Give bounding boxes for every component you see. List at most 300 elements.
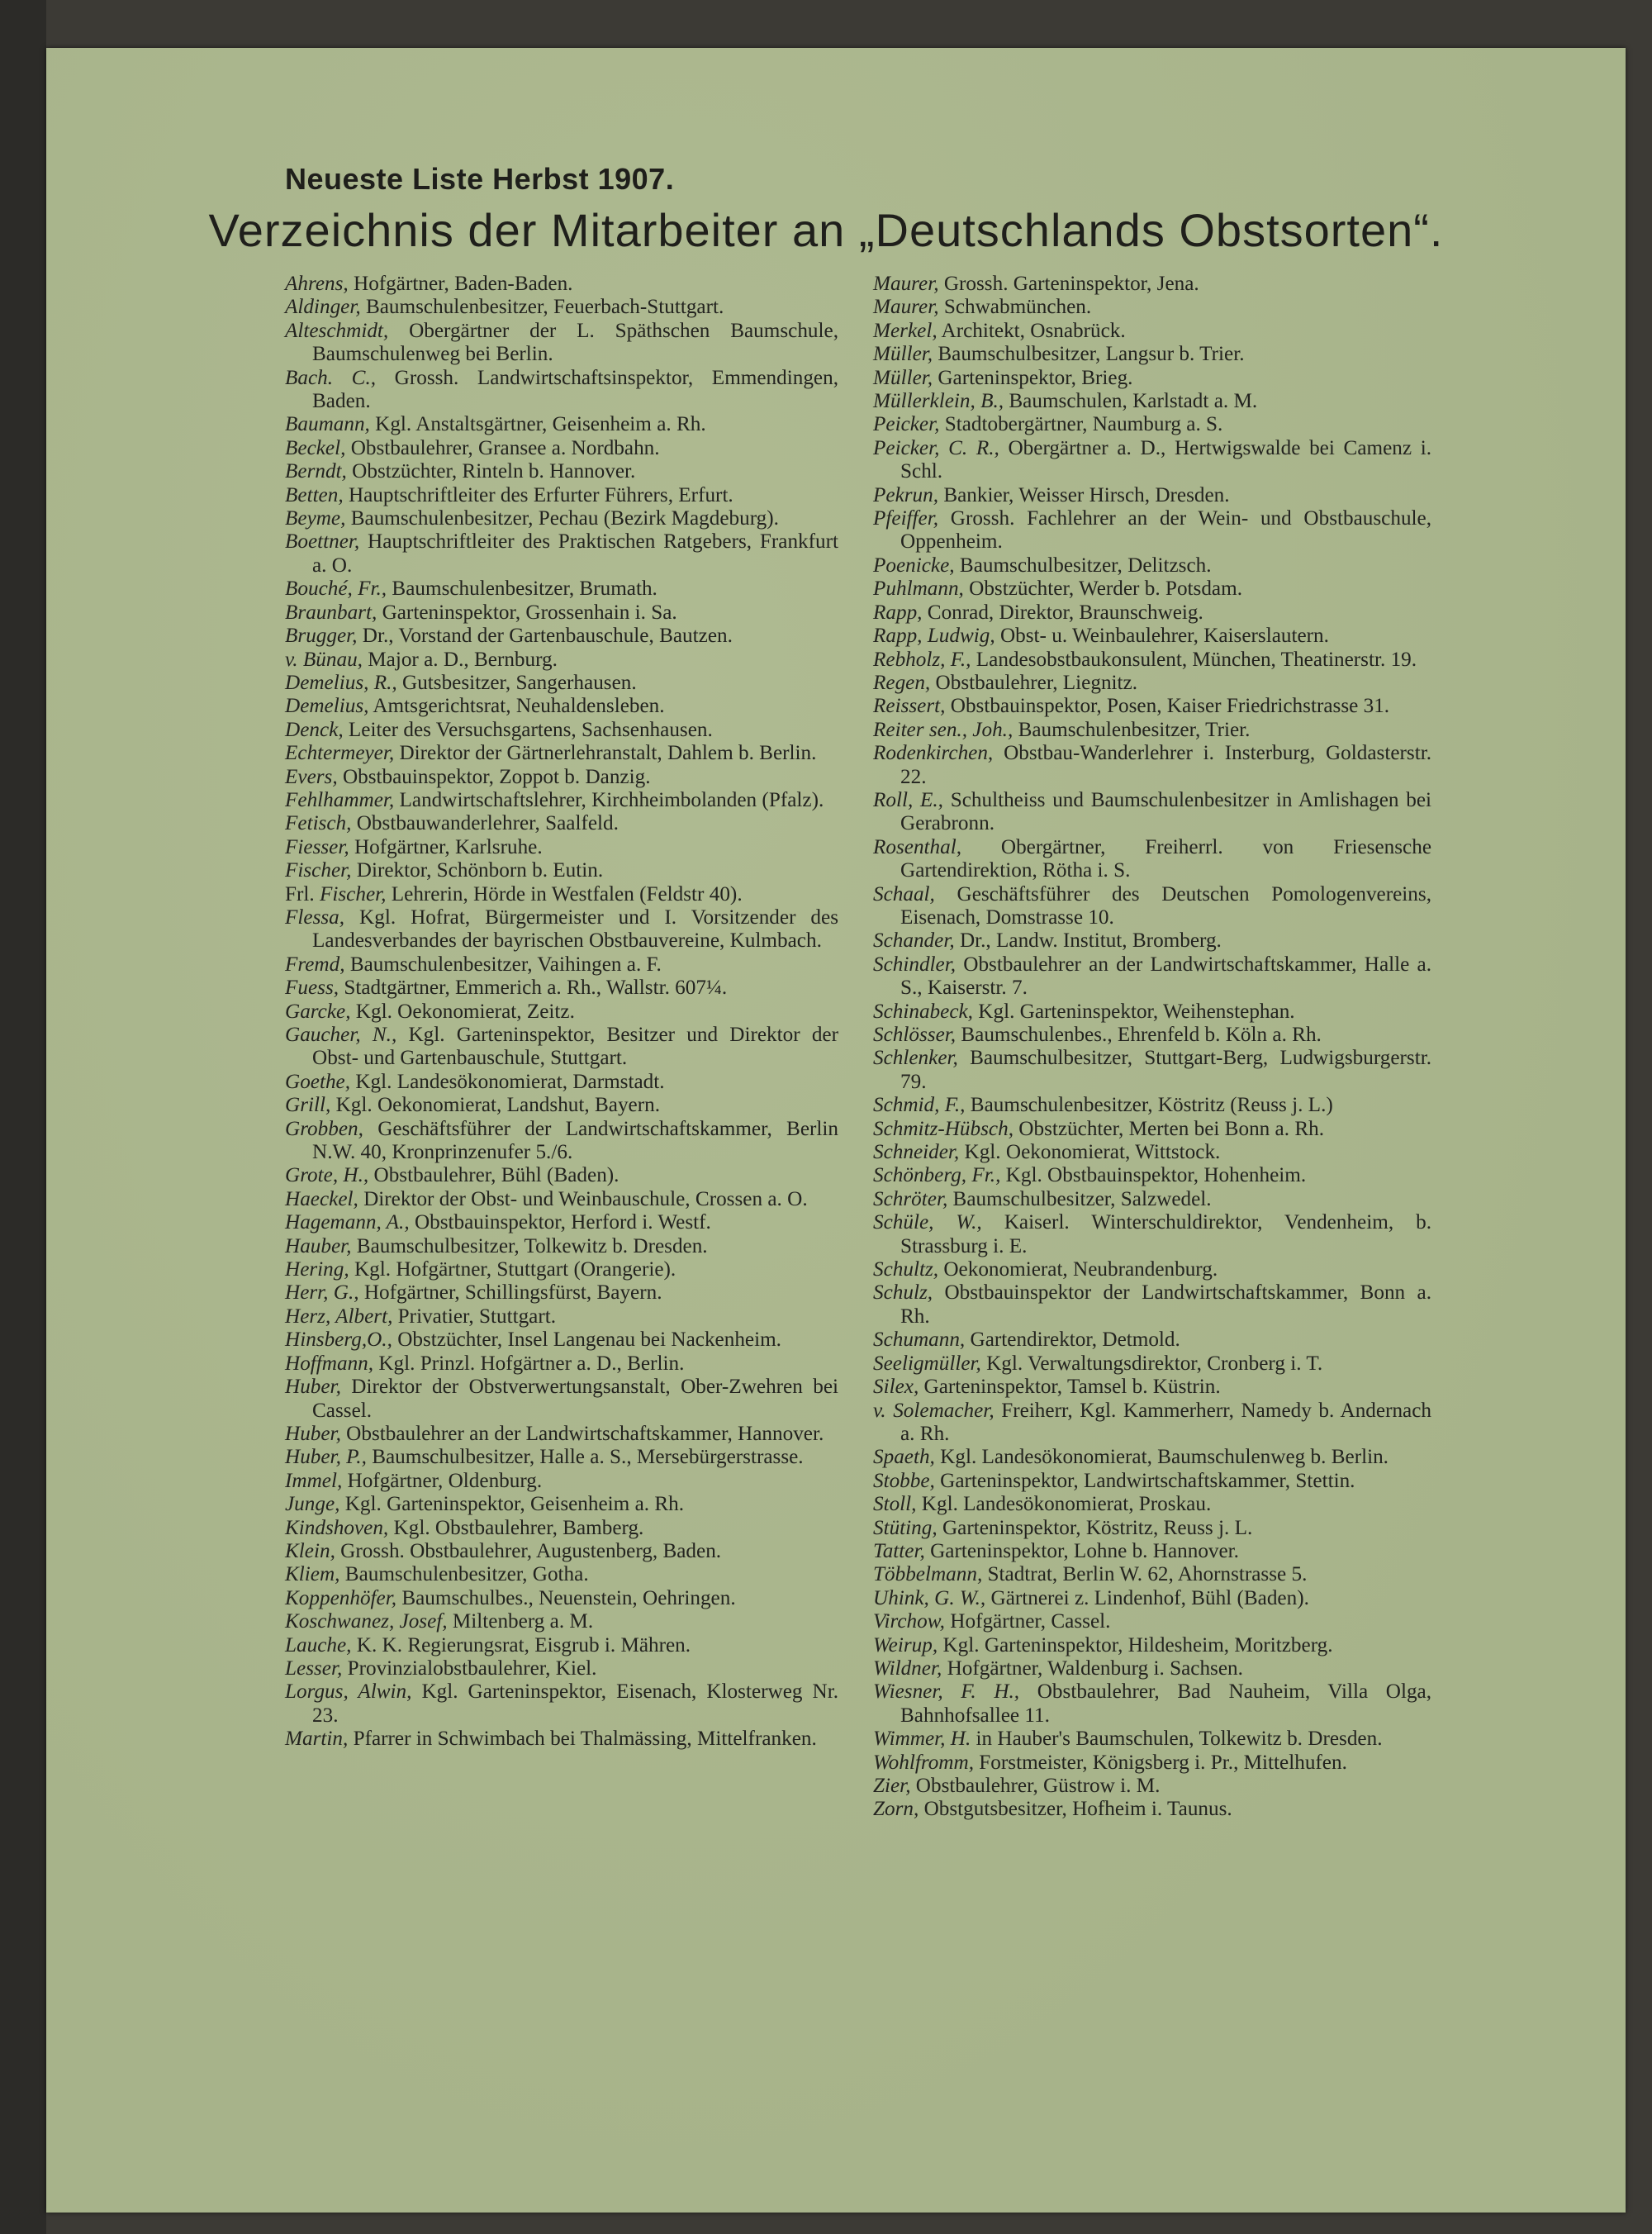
contributor-entry [285,1352,838,1376]
contributor-name: Reissert, [873,695,946,718]
contributor-details: Kgl. Garteninspektor, Hildesheim, Moritzberg. [942,1633,1333,1656]
contributor-entry [873,1493,1431,1516]
contributor-details: Conrad, Direktor, Braunschweig. [927,601,1203,624]
contributor-name: Herz, Albert, [285,1305,393,1328]
binding-edge [0,0,46,2234]
contributor-entry [873,672,1431,695]
contributor-name: Stobbe, [873,1469,935,1492]
contributor-name: Braunbart, [285,601,377,624]
contributor-entry [285,625,838,648]
contributor-details: Garteninspektor, Lohne b. Hannover. [930,1539,1239,1562]
contributor-details: Grossh. Obstbaulehrer, Augustenberg, Baden. [340,1539,722,1562]
contributor-entry [285,1329,838,1352]
contributor-details: Obergärtner der L. Späthschen Baumschule, Baumschulenweg bei Berlin. [312,319,838,366]
contributor-entry [873,883,1431,930]
contributor-name: Schumann, [873,1329,966,1352]
contributor-name: Garcke, [285,1000,351,1023]
contributor-entry [285,906,838,953]
contributor-entry [873,1680,1431,1728]
contributor-entry [285,859,838,882]
contributor-entry [873,929,1431,953]
contributor-details: Landwirtschaftslehrer, Kirchheimbolanden (Pfalz). [399,788,824,811]
contributor-entry [873,1752,1431,1775]
contributor-entry [285,1164,838,1187]
contributor-name: Rapp, Ludwig, [873,625,995,648]
contributor-details: Kgl. Hofgärtner, Stuttgart (Orangerie). [354,1258,676,1281]
contributor-entry [285,1071,838,1094]
contributor-entry [285,953,838,977]
contributor-name: Ahrens, [285,273,349,295]
contributor-name: Seeligmüller, [873,1352,981,1375]
contributor-name: Maurer, [873,296,939,319]
contributor-details: Obstzüchter, Insel Langenau bei Nackenheim. [397,1329,781,1352]
contributor-name: Schultz, [873,1258,939,1281]
contributor-name: Brugger, [285,625,358,648]
contributor-name: Alteschmidt, [285,319,389,342]
contributor-entry [873,578,1431,601]
contributor-details: Kgl. Prinzl. Hofgärtner a. D., Berlin. [378,1352,685,1375]
contributor-name: Peicker, [873,413,940,436]
contributor-entry [873,1329,1431,1352]
contributor-entry [285,836,838,859]
contributor-entry [285,413,838,436]
contributor-entry [873,1141,1431,1164]
contributor-name: Haeckel, [285,1187,358,1210]
contributor-entry [285,1188,838,1211]
contributor-name: Müllerklein, B., [873,390,1004,413]
contributor-details: Direktor, Schönborn b. Eutin. [356,859,604,882]
contributor-details: Landesobstbaukonsulent, München, Theatinerstr. 19. [976,648,1417,671]
contributor-name: Weirup, [873,1633,938,1656]
contributor-entry [285,1094,838,1117]
contributor-entry [285,1728,838,1751]
contributor-entry [873,1001,1431,1024]
contributor-name: Peicker, C. R., [873,436,999,459]
contributor-entry [285,578,838,601]
contributor-entry [873,1118,1431,1141]
contributor-name: Zorn, [873,1798,919,1821]
contributor-details: Baumschulbes., Neuenstein, Oehringen. [401,1586,736,1609]
contributor-name: Schaal, [873,882,935,905]
contributor-entry [873,273,1431,296]
contributor-name: Rosenthal, [873,835,962,858]
contributor-details: Obergärtner, Freiherrl. von Friesensche Gartendirektion, Rötha i. S. [900,835,1432,882]
contributor-entry [873,413,1431,436]
contributor-entry [285,695,838,718]
contributor-entry [285,320,838,367]
contributor-details: Forstmeister, Königsberg i. Pr., Mittelhufen. [979,1751,1347,1774]
contributor-entry [873,953,1431,1001]
contributor-name: Grote, H., [285,1164,369,1187]
contributor-name: Beyme, [285,507,346,530]
contributor-details: Grossh. Garteninspektor, Jena. [943,273,1199,295]
contributor-details: Baumschulenbesitzer, Brumath. [392,578,657,601]
contributor-name: Hagemann, A., [285,1211,410,1234]
contributor-entry [873,1281,1431,1329]
contributor-name: Wiesner, F. H., [873,1680,1020,1704]
contributor-entry [873,296,1431,319]
contributor-entry [285,1563,838,1586]
contributor-entry [285,1281,838,1305]
page-title: Verzeichnis der Mitarbeiter an „Deutschlands Obstsorten“. [208,204,1444,256]
contributor-details: Kgl. Garteninspektor, Weihenstephan. [978,1000,1295,1023]
contributor-details: Freiherr, Kgl. Kammerherr, Namedy b. Andernach a. Rh. [900,1399,1432,1445]
contributor-details: Hofgärtner, Oldenburg. [347,1469,543,1492]
contributor-details: Kgl. Oekonomierat, Landshut, Bayern. [335,1094,661,1117]
contributor-entry [873,484,1431,507]
contributor-name: Schinabeck, [873,1000,973,1023]
contributor-details: Direktor der Obst- und Weinbauschule, Crossen a. O. [363,1187,808,1210]
contributor-name: Schröter, [873,1187,948,1210]
contributor-details: Kgl. Hofrat, Bürgermeister und I. Vorsitzender des Landesverbandes der bayrischen Obstbauvereine, Kulmbach. [312,905,838,953]
contributor-entry [873,1047,1431,1094]
contributor-name: Huber, P., [285,1446,367,1469]
contributor-entry [285,1024,838,1071]
contributor-name: Fehlhammer, [285,788,395,811]
contributor-details: Obstbaulehrer an der Landwirtschaftskammer, Hannover. [346,1422,824,1445]
contributor-details: Hofgärtner, Schillingsfürst, Bayern. [363,1281,662,1305]
contributor-entry [285,672,838,695]
contributor-details: Hofgärtner, Cassel. [950,1610,1111,1633]
contributor-details: Baumschulbesitzer, Delitzsch. [959,554,1212,577]
contributor-details: Kgl. Verwaltungsdirektor, Cronberg i. T. [986,1352,1323,1375]
contributor-details: Kgl. Landesökonomierat, Proskau. [921,1493,1212,1516]
contributor-name: Lauche, [285,1633,352,1656]
contributor-entry [873,742,1431,789]
contributor-entry [285,1587,838,1610]
contributor-name: Puhlmann, [873,578,964,601]
contributor-name: Klein, [285,1539,335,1562]
contributor-name: Lorgus, Alwin, [285,1680,412,1704]
contributor-details: Garteninspektor, Tamsel b. Küstrin. [923,1376,1221,1399]
contributor-entry [873,1024,1431,1047]
contributor-entry [873,1188,1431,1211]
contributor-name: Fischer, [320,882,387,905]
contributor-name: Schlenker, [873,1047,958,1070]
contributor-entry [285,507,838,530]
contributor-entry [873,719,1431,742]
contributor-name: Wohlfromm, [873,1751,974,1774]
contributor-name: Wimmer, H. [873,1728,971,1751]
contributor-name: Flessa, [285,905,345,929]
contributor-entry [285,601,838,625]
contributor-entry [285,460,838,483]
contributor-name: Regen, [873,671,931,694]
contributor-entry [285,1001,838,1024]
contributor-name: Huber, [285,1376,341,1399]
contributor-name: Schander, [873,929,955,953]
contributor-details: Baumschulenbesitzer, Köstritz (Reuss j. L.) [970,1094,1333,1117]
contributor-details: Obstbauinspektor, Posen, Kaiser Friedrichstrasse 31. [950,695,1390,718]
contributor-name: Fremd, [285,953,345,976]
contributor-entry [873,1775,1431,1798]
contributor-entry [285,1680,838,1728]
contributor-details: Obstzüchter, Merten bei Bonn a. Rh. [1018,1117,1325,1140]
contributor-name: Immel, [285,1469,343,1492]
contributor-details: Amtsgerichtsrat, Neuhaldensleben. [373,695,665,718]
contributor-details: Obstzüchter, Rinteln b. Hannover. [352,460,636,483]
page-header: Neueste Liste Herbst 1907. [285,162,675,196]
contributor-entry [285,883,838,906]
contributor-name: Schmitz-Hübsch, [873,1117,1014,1140]
contributor-details: Kgl. Oekonomierat, Wittstock. [964,1141,1221,1164]
contributor-details: Kaiserl. Winterschuldirektor, Vendenheim, b. Strassburg i. E. [900,1211,1431,1257]
contributor-entry [285,649,838,672]
contributor-name: Schönberg, Fr., [873,1164,1001,1187]
contributor-details: Kgl. Obstbaulehrer, Bamberg. [393,1516,644,1539]
contributor-details: Obstgutsbesitzer, Hofheim i. Taunus. [923,1798,1232,1821]
contributor-name: Merkel, [873,319,938,342]
contributor-details: Garteninspektor, Brieg. [938,366,1133,389]
contributor-details: Baumschulbesitzer, Halle a. S., Mersebürgerstrasse. [372,1446,804,1469]
contributor-name: Hoffmann, [285,1352,374,1375]
contributor-name: Beckel, [285,436,346,459]
contributor-name: Schmid, F., [873,1094,966,1117]
contributor-name: v. Bünau, [285,648,363,671]
contributor-entry [285,1258,838,1281]
contributor-entry [873,649,1431,672]
contributor-name: Hinsberg,O., [285,1329,392,1352]
contributor-details: Baumschulen, Karlstadt a. M. [1009,390,1258,413]
contributor-name: Demelius, [285,695,369,718]
contributor-entry [285,1470,838,1493]
contributor-entry [285,1634,838,1657]
contributor-details: Miltenberg a. M. [452,1610,594,1633]
contributor-name: Müller, [873,343,933,366]
contributor-details: Provinzialobstbaulehrer, Kiel. [347,1656,597,1680]
contributor-name: Spaeth, [873,1446,935,1469]
contributor-entry [873,1376,1431,1399]
contributor-details: Kgl. Landesökonomierat, Baumschulenweg b. Berlin. [940,1446,1389,1469]
contributor-details: Obstbauinspektor, Zoppot b. Danzig. [342,765,651,788]
contributor-name: Baumann, [285,413,370,436]
contributor-details: Gartendirektor, Detmold. [970,1329,1180,1352]
contributor-details: Baumschulenbesitzer, Vaihingen a. F. [349,953,662,976]
contributor-details: Pfarrer in Schwimbach bei Thalmässing, Mittelfranken. [353,1728,817,1751]
contributor-name: Maurer, [873,273,939,295]
contributor-entry [873,390,1431,413]
entry-prefix: Frl. [285,882,315,905]
contributor-name: Koppenhöfer, [285,1586,397,1609]
contributor-details: Obergärtner a. D., Hertwigswalde bei Camenz i. Schl. [900,436,1432,483]
contributor-name: Zier, [873,1775,911,1797]
contributor-name: Pfeiffer, [873,507,939,530]
contributor-entry [873,1446,1431,1469]
contributor-name: Wildner, [873,1656,942,1680]
contributor-entry [285,1423,838,1446]
contributor-name: Fischer, [285,859,352,882]
contributor-details: Gärtnerei z. Lindenhof, Bühl (Baden). [990,1586,1309,1609]
contributor-name: Fiesser, [285,835,349,858]
contributor-name: Schüle, W., [873,1211,982,1234]
contributor-details: Obstbauwanderlehrer, Saalfeld. [356,812,619,835]
contributor-name: Fetisch, [285,812,352,835]
contributor-details: Oekonomierat, Neubrandenburg. [943,1258,1218,1281]
contributor-name: Junge, [285,1493,340,1516]
contributor-name: v. Solemacher, [873,1399,995,1422]
contributor-details: Kgl. Anstaltsgärtner, Geisenheim a. Rh. [375,413,706,436]
contributor-details: Hauptschriftleiter des Erfurter Führers, Erfurt. [348,483,733,506]
contributor-details: Kgl. Garteninspektor, Besitzer und Direktor der Obst- und Gartenbauschule, Stuttgart. [312,1024,838,1070]
contributor-details: Hofgärtner, Karlsruhe. [354,835,543,858]
contributor-details: Schultheiss und Baumschulenbesitzer in Amlishagen bei Gerabronn. [900,788,1431,835]
contributor-name: Demelius, R., [285,671,397,694]
contributor-name: Stüting, [873,1516,938,1539]
contributor-entry [285,296,838,319]
contributor-details: Garteninspektor, Grossenhain i. Sa. [382,601,677,624]
contributor-entry [285,1118,838,1165]
contributor-entry [285,1540,838,1563]
contributor-name: Martin, [285,1728,349,1751]
contributor-details: Kgl. Garteninspektor, Eisenach, Klosterweg Nr. 23. [312,1680,838,1727]
contributor-details: Geschäftsführer der Landwirtschaftskammer, Berlin N.W. 40, Kronprinzenufer 5./6. [312,1117,838,1164]
contributor-entry [873,601,1431,625]
contributor-list-left [285,273,838,1752]
contributor-details: Obstbau-Wanderlehrer i. Insterburg, Goldasterstr. 22. [900,742,1432,788]
contributor-name: Kindshoven, [285,1516,389,1539]
contributor-entry [873,507,1431,554]
contributor-details: Baumschulbesitzer, Stuttgart-Berg, Ludwigsburgerstr. 79. [900,1047,1432,1093]
contributor-entry [285,530,838,578]
contributor-list-right [873,273,1431,1822]
contributor-entry [285,742,838,765]
contributor-entry [285,812,838,835]
contributor-name: Schlösser, [873,1024,957,1046]
contributor-details: Baumschulbesitzer, Salzwedel. [952,1187,1212,1210]
contributor-name: Roll, E., [873,788,943,811]
contributor-details: Baumschulenbesitzer, Pechau (Bezirk Magdeburg). [350,507,779,530]
contributor-details: in Hauber's Baumschulen, Tolkewitz b. Dresden. [976,1728,1383,1751]
contributor-details: Privatier, Stuttgart. [397,1305,557,1328]
contributor-entry [873,789,1431,836]
contributor-entry [873,437,1431,484]
contributor-entry [873,1094,1431,1117]
contributor-name: Aldinger, [285,296,361,319]
contributor-details: Baumschulenbesitzer, Feuerbach-Stuttgart. [365,296,724,319]
contributor-entry [285,766,838,789]
contributor-details: Direktor der Obstverwertungsanstalt, Ober-Zwehren bei Cassel. [312,1376,838,1422]
contributor-name: Poenicke, [873,554,955,577]
contributor-entry [285,1305,838,1329]
contributor-name: Betten, [285,483,344,506]
contributor-details: Obstbaulehrer, Bad Nauheim, Villa Olga, Bahnhofsallee 11. [900,1680,1432,1727]
contributor-details: Obstbauinspektor, Herford i. Westf. [414,1211,711,1234]
contributor-name: Hering, [285,1258,349,1281]
contributor-details: Dr., Vorstand der Gartenbauschule, Bautzen. [362,625,733,648]
contributor-name: Schindler, [873,953,957,976]
contributor-details: Hauptschriftleiter des Praktischen Ratgebers, Frankfurt a. O. [312,530,838,577]
contributor-details: Baumschulbesitzer, Langsur b. Trier. [938,343,1245,366]
contributor-name: Bouché, Fr., [285,578,387,601]
contributor-details: Stadtrat, Berlin W. 62, Ahornstrasse 5. [987,1563,1308,1586]
contributor-details: Obstbaulehrer, Gransee a. Nordbahn. [350,436,660,459]
contributor-entry [873,836,1431,883]
contributor-details: Obstbaulehrer, Liegnitz. [935,671,1138,694]
contributor-name: Tatter, [873,1539,925,1562]
contributor-entry [285,1376,838,1423]
contributor-entry [285,1446,838,1469]
contributor-name: Pekrun, [873,483,939,506]
contributor-entry [285,437,838,460]
contributor-entry [285,1493,838,1516]
contributor-details: Bankier, Weisser Hirsch, Dresden. [943,483,1230,506]
contributor-name: Grill, [285,1094,331,1117]
contributor-details: Baumschulenbesitzer, Trier. [1018,718,1251,741]
contributor-entry [873,1728,1431,1751]
contributor-name: Huber, [285,1422,341,1445]
contributor-entry [285,1657,838,1680]
contributor-name: Fuess, [285,977,339,1000]
contributor-name: Reiter sen., Joh., [873,718,1014,741]
contributor-details: Obstbaulehrer, Bühl (Baden). [373,1164,620,1187]
contributor-name: Többelmann, [873,1563,983,1586]
contributor-details: Garteninspektor, Landwirtschaftskammer, Stettin. [940,1469,1355,1492]
contributor-details: Schwabmünchen. [943,296,1092,319]
contributor-entry [873,1610,1431,1633]
contributor-name: Koschwanez, Josef, [285,1610,448,1633]
contributor-details: Major a. D., Bernburg. [368,648,558,671]
contributor-name: Hauber, [285,1234,352,1257]
contributor-details: Obstzüchter, Werder b. Potsdam. [969,578,1242,601]
contributor-details: Kgl. Garteninspektor, Geisenheim a. Rh. [344,1493,685,1516]
contributor-name: Berndt, [285,460,347,483]
contributor-name: Stoll, [873,1493,917,1516]
contributor-name: Echtermeyer, [285,742,395,765]
contributor-entry [873,1634,1431,1657]
contributor-details: Garteninspektor, Köstritz, Reuss j. L. [942,1516,1253,1539]
contributor-details: Architekt, Osnabrück. [941,319,1126,342]
contributor-name: Rapp, [873,601,923,624]
contributor-name: Evers, [285,765,338,788]
contributor-details: Obstbaulehrer, Güstrow i. M. [915,1775,1161,1797]
contributor-entry [873,1470,1431,1493]
contributor-name: Goethe, [285,1070,351,1093]
contributor-entry [873,625,1431,648]
contributor-name: Gaucher, N., [285,1024,397,1046]
contributor-details: Stadtobergärtner, Naumburg a. S. [944,413,1223,436]
contributor-entry [873,1211,1431,1258]
contributor-name: Uhink, G. W., [873,1586,986,1609]
contributor-details: Obstbauinspektor der Landwirtschaftskammer, Bonn a. Rh. [900,1281,1431,1328]
contributor-entry [285,367,838,414]
contributor-details: K. K. Regierungsrat, Eisgrub i. Mähren. [356,1633,691,1656]
contributor-details: Gutsbesitzer, Sangerhausen. [402,671,637,694]
contributor-entry [873,367,1431,390]
contributor-details: Dr., Landw. Institut, Bromberg. [959,929,1222,953]
contributor-details: Hofgärtner, Waldenburg i. Sachsen. [947,1656,1243,1680]
contributor-details: Grossh. Landwirtschaftsinspektor, Emmendingen, Baden. [312,366,839,413]
contributor-details: Kgl. Obstbauinspektor, Hohenheim. [1005,1164,1307,1187]
contributor-entry [873,320,1431,343]
contributor-details: Hofgärtner, Baden-Baden. [354,273,573,295]
contributor-entry [873,343,1431,366]
contributor-details: Grossh. Fachlehrer an der Wein- und Obstbauschule, Oppenheim. [900,507,1432,554]
contributor-details: Geschäftsführer des Deutschen Pomologenvereins, Eisenach, Domstrasse 10. [900,882,1431,929]
contributor-name: Schulz, [873,1281,933,1305]
contributor-entry [285,977,838,1000]
contributor-details: Baumschulenbesitzer, Gotha. [344,1563,589,1586]
contributor-name: Kliem, [285,1563,340,1586]
contributor-entry [285,484,838,507]
contributor-name: Rebholz, F., [873,648,971,671]
contributor-entry [873,1400,1431,1447]
contributor-name: Lesser, [285,1656,343,1680]
contributor-details: Lehrerin, Hörde in Westfalen (Feldstr 40). [391,882,743,905]
contributor-entry [873,1258,1431,1281]
contributor-name: Virchow, [873,1610,945,1633]
contributor-entry [873,1657,1431,1680]
contributor-entry [873,1587,1431,1610]
